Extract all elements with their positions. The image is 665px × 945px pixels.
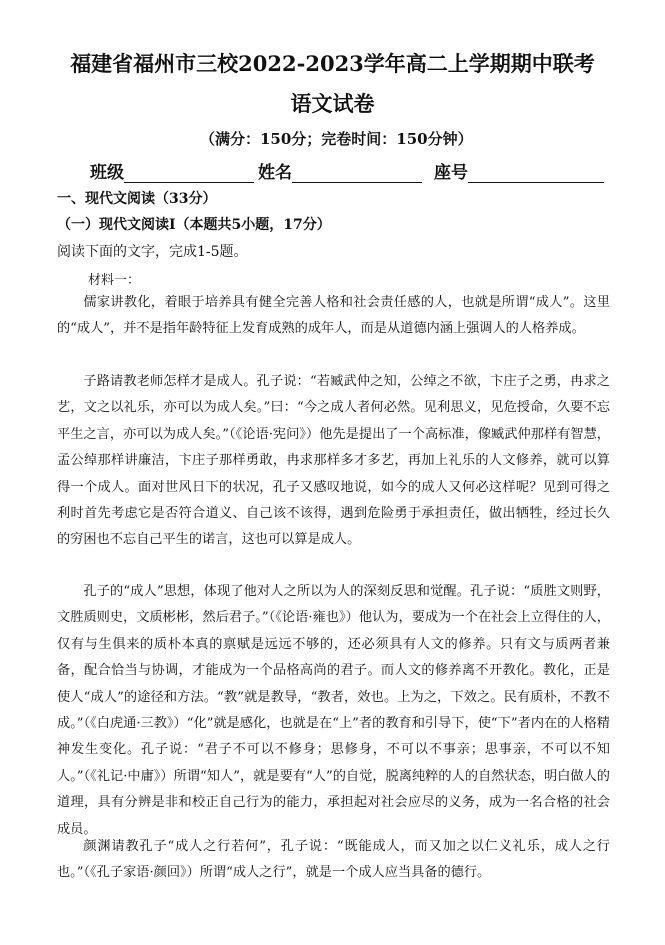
name-field[interactable] [258,158,422,183]
material-label: 材料一： [88,273,141,288]
seat-blank[interactable] [468,164,604,183]
class-label: 班级 [90,163,124,183]
name-blank[interactable] [292,164,422,183]
name-label: 姓名 [258,163,292,183]
exam-title: 福建省福州市三校2022-2023学年高二上学期期中联考 [70,51,595,76]
section-heading: 一、现代文阅读（33分） [57,191,217,207]
seat-field[interactable] [434,158,604,183]
paragraph-2: 子路请教老师怎样才是成人。孔子说：“若臧武仲之知，公绰之不欲，卞庄子之勇，冉求之艺，文之以礼乐，亦可以为成人矣。”曰：“今之成人者何必然。见利思义，见危授命，久要不忘平生之言，亦可以为成人矣。”（《论语·宪问》）他先是提出了一个高标准，像臧武仲那样有智慧，孟公绰那样讲廉洁，卞庄子那样勇敢，冉求那样多才多艺，再加上礼乐的人文修养，就可以算得一个成人。面对世风日下的状况，孔子又感叹地说，如今的成人又何必这样呢？见到可得之利时首先考虑它是否符合道义、自己该不该得，遇到危险勇于承担责任，做出牺牲，经过长久的穷困也不忘自己平生的诺言，这也可以算是成人。 [57,374,610,548]
instruction-text: 阅读下面的文字，完成1-5题。 [57,244,248,260]
paragraph-1: 儒家讲教化，着眼于培养具有健全完善人格和社会责任感的人，也就是所谓“成人”。这里的“成人”，并不是指年龄特征上发育成熟的成年人，而是从道德内涵上强调人的人格养成。 [57,295,610,337]
paragraph-3: 孔子的“成人”思想，体现了他对人之所以为人的深刻反思和觉醒。孔子说：“质胜文则野，文胜质则史，文质彬彬，然后君子。”（《论语·雍也》）他认为，要成为一个在社会上立得住的人，仅有与生俱来的质朴本真的禀赋是远远不够的，还必须具有人文的修养。只有文与质两者兼备，配合恰当与协调，才能成为一个品格高尚的君子。而人文的修养离不开教化。教化，正是使人“成人”的途径和方法。“教”就是教导，“教者，效也。上为之，下效之。民有质朴，不教不成。”（《白虎通·三教》）“化”就是感化，也就是在“上”者的教育和引导下，使“下”者内在的人格精神发生变化。孔子说：“君子不可以不修身；思修身，不可以不事亲；思事亲，不可以不知人。”（《礼记·中庸》）所谓“知人”，就是要有“人”的自觉，脱离纯粹的人的自然状态，明白做人的道理，具有分辨是非和校正自己行为的能力，承担起对社会应尽的义务，成为一名合格的社会成员。 [57,584,610,837]
student-info-fields [90,158,610,183]
section-subheading: （一）现代文阅读Ⅰ（本题共5小题，17分） [57,217,331,233]
class-blank[interactable] [124,164,254,183]
class-field[interactable] [90,158,254,183]
paragraph-4: 颜渊请教孔子“成人之行若何”，孔子说：“既能成人，而又加之以仁义礼乐，成人之行也。”（《孔子家语·颜回》）所谓“成人之行”，就是一个成人应当具备的德行。 [57,839,610,881]
seat-label: 座号 [434,163,468,183]
exam-subject: 语文试卷 [290,91,375,116]
exam-meta: （满分：150分；完卷时间：150分钟） [200,130,473,148]
